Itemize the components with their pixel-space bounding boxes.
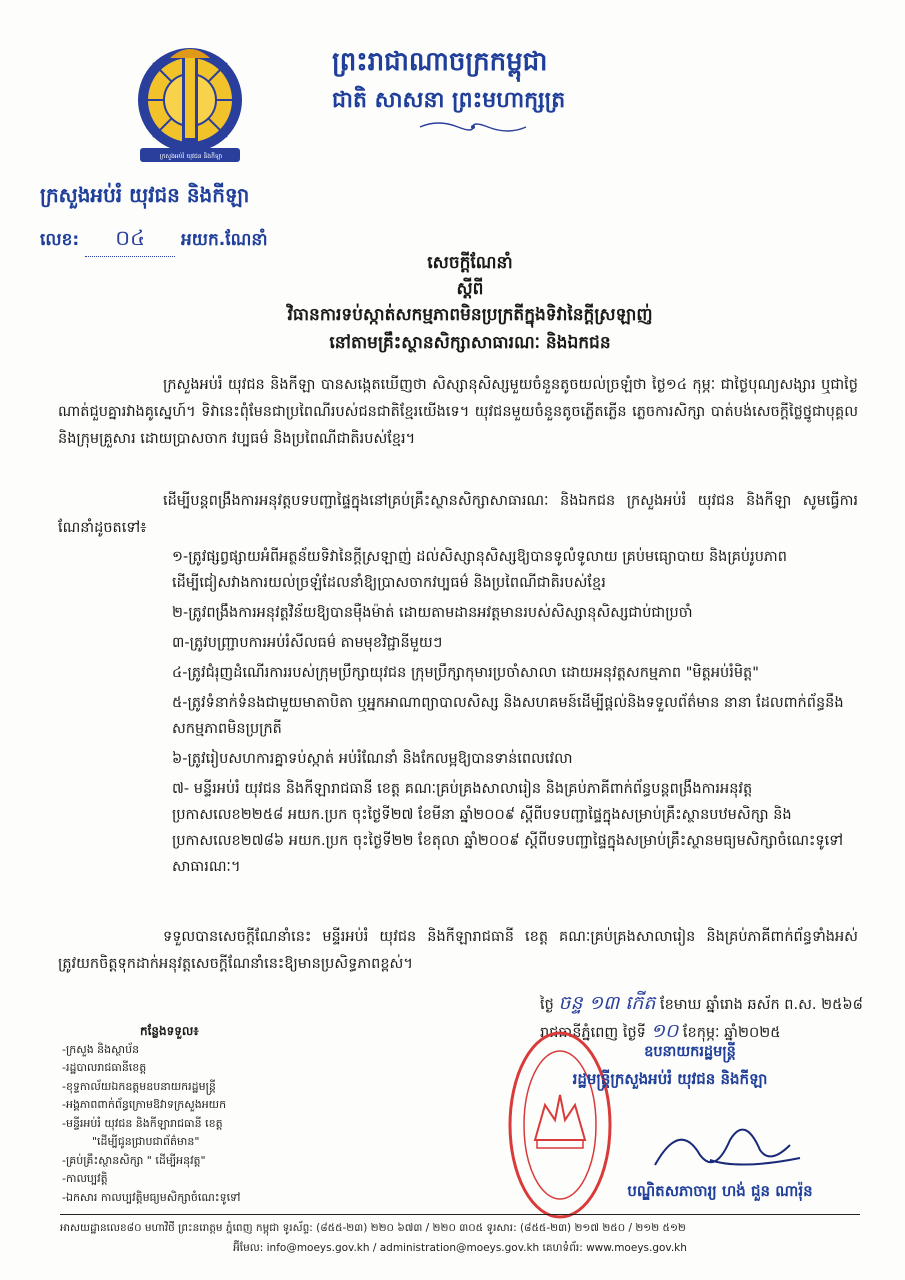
list-item: ២-ត្រូវពង្រឹងការអនុវត្តវិន័យឱ្យបានម៉ឺងម៉ាត់ ដោយតាមដានអវត្តមានរបស់សិស្សានុសិស្សជាប់ជាប្រចាំ xyxy=(172,605,693,621)
signer-title-2: រដ្ឋមន្ត្រីក្រសួងអប់រំ យុវជន និងកីឡា xyxy=(572,1070,768,1088)
recipient-item: -កាលប្បវត្តិ xyxy=(62,1172,108,1185)
para1-text: ក្រសួងអប់រំ យុវជន និងកីឡា បានសង្កេតឃើញថា សិស្សានុសិស្សមួយចំនួនតូចយល់ច្រឡំថា ថ្ងៃ១៤ កុម្ភៈ ជាថ្ងៃបុណ្យសង្សារ ឬជាថ្ងៃណាត់ជួបគ្នារវាងគូស្នេហ៍។ ទិវានេះពុំមែនជាប្រពៃណីរបស់ជនជាតិខ្មែរយើងទេ។ យុវជនមួយចំនួនតូចភ្លើតភ្លើន ភ្លេចការសិក្សា បាត់បង់សេចក្តីថ្លៃថ្នូជាបុគ្គល និងក្រុមគ្រួសារ ដោយប្រាសចាក វប្បធម៌ និងប្រពៃណីជាតិរបស់ខ្មែរ។ xyxy=(58,377,858,447)
recipients-list xyxy=(62,1022,462,1207)
body-paragraph-3 xyxy=(58,924,858,978)
lunar-date: ថ្ងៃ ចន្ទ ១៣ កើត ខែមាឃ ឆ្នាំរោង ឆស័ក ព.ស. ២៥៦៨ xyxy=(540,992,863,1014)
recipient-item: -ក្រសួង និងស្ថាប័ន xyxy=(62,1042,140,1056)
list-item: ៧- មន្ទីរអប់រំ យុវជន និងកីឡារាជធានី ខេត្ត គណៈគ្រប់គ្រងសាលារៀន និងគ្រប់ភាគីពាក់ព័ន្ធបន្តពង្រឹងការអនុវត្តប្រកាសលេខ២២៥៨ អយក.ប្រក ចុះថ្ងៃទី២៧ ខែមីនា ឆ្នាំ២០០៩ ស្តីពីបទបញ្ជាផ្ទៃក្នុងសម្រាប់គ្រឹះស្ថានបឋមសិក្សា និងប្រកាសលេខ២៧៨៦ អយក.ប្រក ចុះថ្ងៃទី២២ ខែតុលា ឆ្នាំ២០០៩ ស្តីពីបទបញ្ជាផ្ទៃក្នុងសម្រាប់គ្រឹះស្ថានមធ្យមសិក្សាចំណេះទូទៅសាធារណៈ។ xyxy=(172,781,844,875)
doc-title-4: នៅតាមគ្រឹះស្ថានសិក្សាសាធារណៈ និងឯកជន xyxy=(329,333,611,353)
instruction-list xyxy=(172,544,862,884)
para3-text: ទទួលបានសេចក្តីណែនាំនេះ មន្ទីរអប់រំ យុវជន និងកីឡារាជធានី ខេត្ត គណៈគ្រប់គ្រងសាលារៀន និងគ្រប់ភាគីពាក់ព័ន្ធទាំងអស់ ត្រូវយកចិត្តទុកដាក់អនុវត្តសេចក្តីណែនាំនេះឱ្យមានប្រសិទ្ធភាពខ្ពស់។ xyxy=(58,929,858,972)
ornament-divider xyxy=(418,119,528,139)
footer-contacts: អ៊ីមែល: info@moeys.gov.kh / administration@moeys.gov.kh គេហទំព័រ: www.moeys.gov.kh xyxy=(233,1242,687,1254)
solar-date: រាជធានីភ្នំពេញ ថ្ងៃទី ១០ ខែកុម្ភៈ ឆ្នាំ២០២៥ xyxy=(540,1020,781,1042)
kingdom-motto: ជាតិ សាសនា ព្រះមហាក្សត្រ xyxy=(332,88,566,113)
footer-address: អាសយដ្ឋានលេខ៨០ មហាវិថី ព្រះនរោត្តម ភ្នំពេញ កម្ពុជា ទូរស័ព្ទ: (៨៥៥-២៣) ២២០ ៦៧៣ / ២២០ ៣០៥ ទូរសារ: (៨៥៥-២៣) ២១៧ ២៥០ / ២១២ ៥១២ xyxy=(60,1222,686,1234)
recipient-item: -អង្គភាពពាក់ព័ន្ធក្រោមឱវាទក្រសួងអយក xyxy=(62,1098,227,1111)
list-item: ១-ត្រូវផ្សព្វផ្សាយអំពីអត្ថន័យទិវានៃក្តីស្រឡាញ់ ដល់សិស្សានុសិស្សឱ្យបានទូលំទូលាយ គ្រប់មធ្យោបាយ និងគ្រប់រូបភាព ដើម្បីជៀសវាងការយល់ច្រឡំដែលនាំឱ្យប្រាសចាកវប្បធម៌ និងប្រពៃណីជាតិរបស់ខ្មែរ xyxy=(172,549,787,591)
recipient-item: -ឯកសារ កាលប្បវត្តិមធ្យមសិក្សាចំណេះទូទៅ xyxy=(62,1190,241,1204)
footer-divider xyxy=(60,1214,860,1215)
handwritten-signature xyxy=(650,1110,810,1184)
recipient-item: "ដើម្បីជូនជ្រាបជាព័ត៌មាន" xyxy=(92,1135,200,1148)
list-item: ៣-ត្រូវបញ្ជ្រាបការអប់រំសីលធម៌ តាមមុខវិជ្ជានីមួយៗ xyxy=(172,635,443,651)
recipient-item: -រដ្ឋបាលរាជធានីខេត្ត xyxy=(62,1061,147,1074)
doc-title-2: ស្តីពី xyxy=(456,279,484,299)
recipient-item: -ខុទ្ទកាល័យឯកឧត្តមឧបនាយករដ្ឋមន្ត្រី xyxy=(62,1079,216,1093)
ref-suffix: អយក.ណែនាំ xyxy=(181,230,268,250)
ref-number: ០៤ xyxy=(115,226,145,250)
recipients-label: កន្លែងទទួល៖ xyxy=(140,1024,199,1038)
ref-label: លេខ: xyxy=(40,230,80,250)
signer-name: បណ្ឌិតសភាចារ្យ ហង់ ជួន ណារ៉ុន xyxy=(627,1182,813,1200)
emblem-caption: ក្រសួងអប់រំ យុវជន និងកីឡា xyxy=(159,153,223,160)
para2-text: ដើម្បីបន្តពង្រឹងការអនុវត្តបទបញ្ជាផ្ទៃក្នុងនៅគ្រប់គ្រឹះស្ថានសិក្សាសាធារណៈ និងឯកជន ក្រសួងអប់រំ យុវជន និងកីឡា សូមធ្វើការណែនាំដូចតទៅ៖ xyxy=(58,493,858,536)
recipient-item: -មន្ទីរអប់រំ យុវជន និងកីឡារាជធានី ខេត្ត xyxy=(62,1116,223,1130)
solar-date-handwritten: ១០ xyxy=(650,1020,679,1042)
body-paragraph-1 xyxy=(58,372,858,453)
lunar-date-handwritten: ចន្ទ ១៣ កើត xyxy=(558,992,656,1014)
signer-title-1: ឧបនាយករដ្ឋមន្ត្រី xyxy=(644,1044,736,1060)
body-paragraph-2 xyxy=(58,488,858,542)
recipient-item: -គ្រប់គ្រឹះស្ថានសិក្សា " ដើម្បីអនុវត្ត" xyxy=(62,1153,206,1167)
ministry-name: ក្រសួងអប់រំ យុវជន និងកីឡា xyxy=(40,183,250,207)
doc-title-3: វិធានការទប់ស្កាត់សកម្មភាពមិនប្រក្រតីក្នុងទិវានៃក្តីស្រឡាញ់ xyxy=(287,305,653,325)
doc-title-1: សេចក្តីណែនាំ xyxy=(427,253,513,273)
list-item: ៦-ត្រូវរៀបសហការគ្នាទប់ស្កាត់ អប់រំណែនាំ និងកែលម្អឱ្យបានទាន់ពេលវេលា xyxy=(172,751,573,767)
list-item: ៤-ត្រូវជំរុញដំណើរការរបស់ក្រុមប្រឹក្សាយុវជន ក្រុមប្រឹក្សាកុមារប្រចាំសាលា ដោយអនុវត្តសកម្មភាព "មិត្តអប់រំមិត្ត" xyxy=(172,665,759,681)
list-item: ៥-ត្រូវទំនាក់ទំនងជាមួយមាតាបិតា ឬអ្នកអាណាព្យាបាលសិស្ស និងសហគមន៍ដើម្បីផ្តល់និងទទួលព័ត៌មាន នានា ដែលពាក់ព័ន្ធនឹងសកម្មភាពមិនប្រក្រតី xyxy=(172,695,844,737)
kingdom-title: ព្រះរាជាណាចក្រកម្ពុជា xyxy=(332,47,548,77)
